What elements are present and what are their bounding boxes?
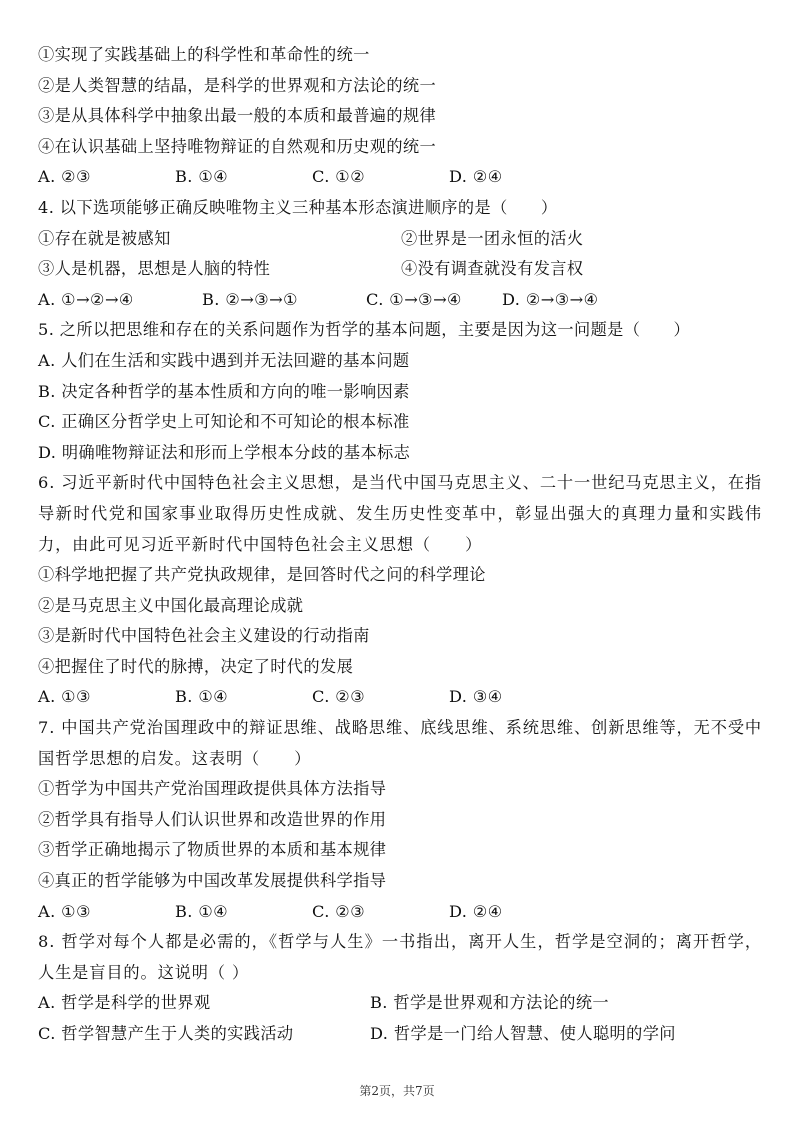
q4-stem: 4. 以下选项能够正确反映唯物主义三种基本形态演进顺序的是（ ） [38,197,558,217]
q6-option-a: A. ①③ [38,687,92,707]
q3-option-d: D. ②④ [449,167,503,187]
q7-statement-2: ②哲学具有指导人们认识世界和改造世界的作用 [38,809,387,829]
q4-statement-3: ③人是机器，思想是人脑的特性 [38,259,271,279]
q7-option-c: C. ②③ [312,901,366,921]
q5-option-c: C. 正确区分哲学史上可知论和不可知论的根本标准 [38,412,410,432]
q8-stem: 8. 哲学对每个人都是必需的，《哲学与人生》一书指出，离开人生，哲学是空洞的；离开哲学，人生是盲目的。这说明（ ） [38,932,762,982]
q5-option-b: B. 决定各种哲学的基本性质和方向的唯一影响因素 [38,381,410,401]
q4-statements-row-2 [38,254,762,285]
q6-statement-4: ④把握住了时代的脉搏，决定了时代的发展 [38,656,354,676]
q3-option-a: A. ②③ [38,167,92,187]
q6-option-c: C. ②③ [312,687,366,707]
q3-statement-4: ④在认识基础上坚持唯物辩证的自然观和历史观的统一 [38,136,437,156]
q3-statement-1: ①实现了实践基础上的科学性和革命性的统一 [38,45,370,64]
q7-option-d: D. ②④ [449,901,503,921]
q3-option-c: C. ①② [312,167,366,187]
q8-options-row-2 [38,1019,762,1050]
q6-options [38,682,762,713]
q5-option-d: D. 明确唯物辩证法和形而上学根本分歧的基本标志 [38,442,411,462]
q7-options [38,897,762,928]
q5-option-a: A. 人们在生活和实践中遇到并无法回避的基本问题 [38,350,410,370]
q8-options-row-1 [38,988,762,1019]
q4-options [38,285,762,316]
q7-statement-3: ③哲学正确地揭示了物质世界的本质和基本规律 [38,840,387,860]
page-number: 第2页，共7页 [359,1084,435,1098]
q7-stem: 7. 中国共产党治国理政中的辩证思维、战略思维、底线思维、系统思维、创新思维等，无不受中国哲学思想的启发。这表明（ ） [38,718,762,768]
q6-statement-3: ③是新时代中国特色社会主义建设的行动指南 [38,626,370,646]
q4-statement-1: ①存在就是被感知 [38,228,171,248]
q4-statement-4: ④没有调查就没有发言权 [401,259,584,279]
q6-option-b: B. ①④ [175,687,229,707]
q8-option-b: B. 哲学是世界观和方法论的统一 [370,993,610,1013]
q7-option-b: B. ①④ [175,901,229,921]
q7-statement-1: ①哲学为中国共产党治国理政提供具体方法指导 [38,779,387,799]
q4-statements-row-1 [38,224,762,255]
q7-option-a: A. ①③ [38,901,92,921]
q8-option-d: D. 哲学是一门给人智慧、使人聪明的学问 [370,1024,676,1043]
q8-option-a: A. 哲学是科学的世界观 [38,993,211,1013]
q4-option-d: D. ②→③→④ [502,289,599,309]
q3-option-b: B. ①④ [175,167,229,187]
q3-statement-3: ③是从具体科学中抽象出最一般的本质和最普遍的规律 [38,106,437,126]
q5-stem: 5. 之所以把思维和存在的关系问题作为哲学的基本问题，主要是因为这一问题是（ ） [38,320,691,340]
q3-statement-2: ②是人类智慧的结晶，是科学的世界观和方法论的统一 [38,75,437,95]
q4-statement-2: ②世界是一团永恒的活火 [401,228,584,248]
q6-stem: 6. 习近平新时代中国特色社会主义思想，是当代中国马克思主义、二十一世纪马克思主义，在指导新时代党和国家事业取得历史性成就、发生历史性变革中，彰显出强大的真理力量和实践伟力，由此可见习近平新时代中国特色社会主义思想（ ） [38,473,762,554]
q6-statement-1: ①科学地把握了共产党执政规律，是回答时代之问的科学理论 [38,565,486,585]
q7-statement-4: ④真正的哲学能够为中国改革发展提供科学指导 [38,871,387,891]
q8-option-c: C. 哲学智慧产生于人类的实践活动 [38,1024,294,1043]
q4-option-c: C. ①→③→④ [366,289,462,309]
q4-option-a: A. ①→②→④ [38,289,134,309]
q3-options [38,162,762,193]
question-content [38,40,762,1050]
q6-option-d: D. ③④ [449,687,503,707]
q4-option-b: B. ②→③→① [202,289,299,309]
q6-statement-2: ②是马克思主义中国化最高理论成就 [38,595,304,615]
